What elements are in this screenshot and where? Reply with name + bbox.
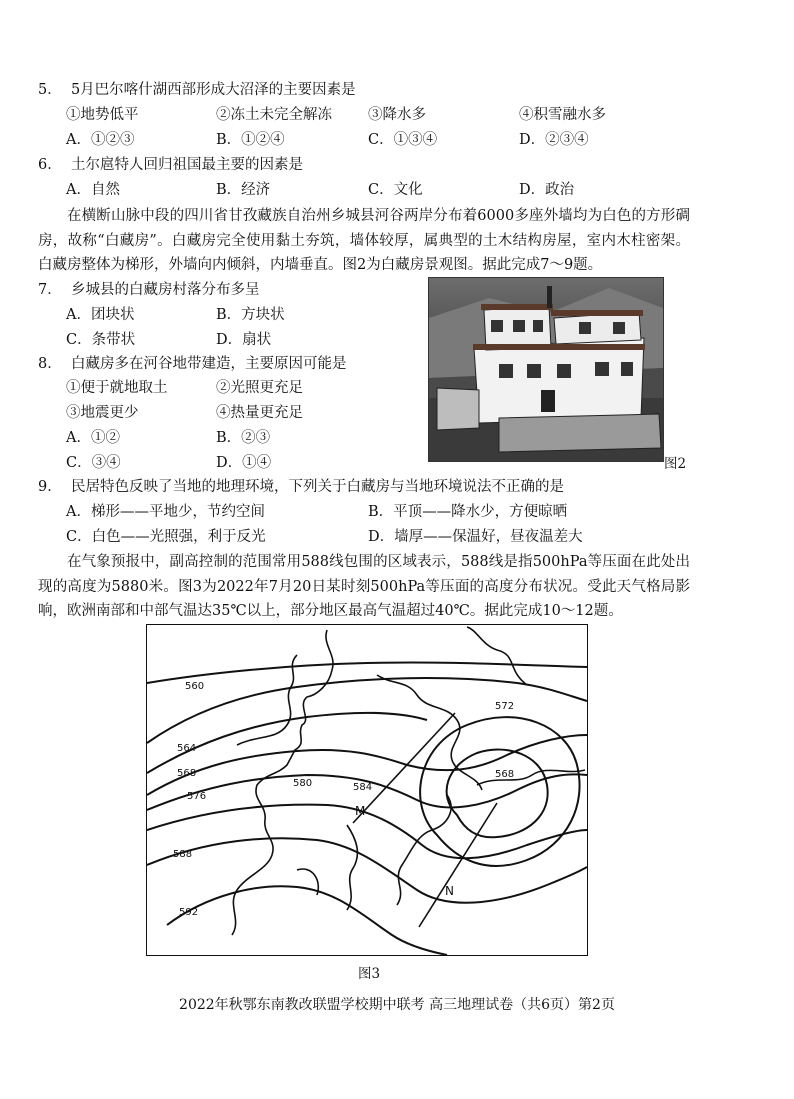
passage-subtropical-high: 在气象预报中，副高控制的范围常用588线包围的区域表示，588线是指500hPa等压面在此处出现的高度为5880米。图3为2022年7月20日某时刻500hPa等压面的高度分布状况。受此天气格局影响，欧洲南部和中部气温达35℃以上，部分地区最高气温超过40℃。据此完成10～12题。 <box>38 554 690 619</box>
q6-option-d: D．政治 <box>519 182 575 198</box>
q5-item-3: ③降水多 <box>368 107 426 123</box>
q9-stem: 9． 民居特色反映了当地的地理环境，下列关于白藏房与当地环境说法不正确的是 <box>38 479 564 495</box>
figure-2-photo <box>428 277 664 462</box>
contour-label-584: 584 <box>353 782 373 793</box>
contour-label-568-east: 568 <box>495 769 515 780</box>
q7-option-a: A．团块状 <box>66 307 135 323</box>
contour-592 <box>167 886 447 955</box>
q9-option-a: A．梯形——平地少，节约空间 <box>66 504 265 520</box>
contour-label-580: 580 <box>293 778 313 789</box>
q5-option-b: B．①②④ <box>216 132 285 148</box>
q6-option-b: B．经济 <box>216 182 271 198</box>
contour-label-560: 560 <box>185 681 205 692</box>
q5-option-c: C．①③④ <box>368 132 438 148</box>
contour-label-568: 568 <box>177 768 197 779</box>
q6-option-a: A．自然 <box>66 182 120 198</box>
q8-item-2: ②光照更充足 <box>216 380 303 396</box>
figure-2-caption: 图2 <box>664 456 687 472</box>
q9-option-b: B．平顶——降水少，方便晾晒 <box>368 504 568 520</box>
q9-option-c: C．白色——光照强，利于反光 <box>66 529 266 545</box>
contour-label-group <box>173 681 514 918</box>
q8-item-1: ①便于就地取土 <box>66 380 168 396</box>
q5-option-d: D．②③④ <box>519 132 589 148</box>
q8-option-d: D．①④ <box>216 455 272 471</box>
page-footer: 2022年秋鄂东南教改联盟学校期中联考 高三地理试卷（共6页）第2页 <box>179 997 615 1013</box>
point-label-group <box>355 804 454 898</box>
contour-564 <box>147 678 587 743</box>
contour-label-576: 576 <box>187 791 207 802</box>
q7-stem: 7． 乡城县的白藏房村落分布多呈 <box>38 282 260 298</box>
q8-option-b: B．②③ <box>216 430 271 446</box>
contour-label-588: 588 <box>173 849 193 860</box>
coastline-lines <box>232 627 585 935</box>
contour-map-svg <box>147 625 587 955</box>
q9-option-d: D．墙厚——保温好，昼夜温差大 <box>368 529 583 545</box>
q5-item-2: ②冻土未完全解冻 <box>216 107 332 123</box>
white-tibetan-house-illustration <box>429 278 663 461</box>
figure-3-caption: 图3 <box>358 966 381 982</box>
point-label-m: M <box>355 804 366 818</box>
passage-white-tibetan-houses: 在横断山脉中段的四川省甘孜藏族自治州乡城县河谷两岸分布着6000多座外墙均为白色的方形碉房，故称“白藏房”。白藏房完全使用黏土夯筑，墙体较厚，属典型的土木结构房屋，室内木柱密架。白藏房整体为梯形，外墙向内倾斜，内墙垂直。图2为白藏房景观图。据此完成7～9题。 <box>38 208 690 273</box>
contour-568-east <box>447 750 548 838</box>
q5-option-a: A．①②③ <box>66 132 135 148</box>
figure-3-contour-map <box>146 624 588 956</box>
contour-label-592: 592 <box>179 907 199 918</box>
q5-item-4: ④积雪融水多 <box>519 107 606 123</box>
q5-item-1: ①地势低平 <box>66 107 139 123</box>
q7-option-d: D．扇状 <box>216 332 272 348</box>
q8-option-a: A．①② <box>66 430 120 446</box>
q8-item-3: ③地震更少 <box>66 405 139 421</box>
q6-stem: 6． 土尔扈特人回归祖国最主要的因素是 <box>38 157 303 173</box>
q7-option-b: B．方块状 <box>216 307 285 323</box>
contour-label-572: 572 <box>495 701 515 712</box>
q6-option-c: C．文化 <box>368 182 423 198</box>
q8-item-4: ④热量更充足 <box>216 405 303 421</box>
q8-option-c: C．③④ <box>66 455 121 471</box>
q8-stem: 8． 白藏房多在河谷地带建造，主要原因可能是 <box>38 356 347 372</box>
contour-label-564: 564 <box>177 743 197 754</box>
point-label-n: N <box>445 884 454 898</box>
q7-option-c: C．条带状 <box>66 332 136 348</box>
q5-stem: 5． 5月巴尔喀什湖西部形成大沼泽的主要因素是 <box>38 82 356 98</box>
